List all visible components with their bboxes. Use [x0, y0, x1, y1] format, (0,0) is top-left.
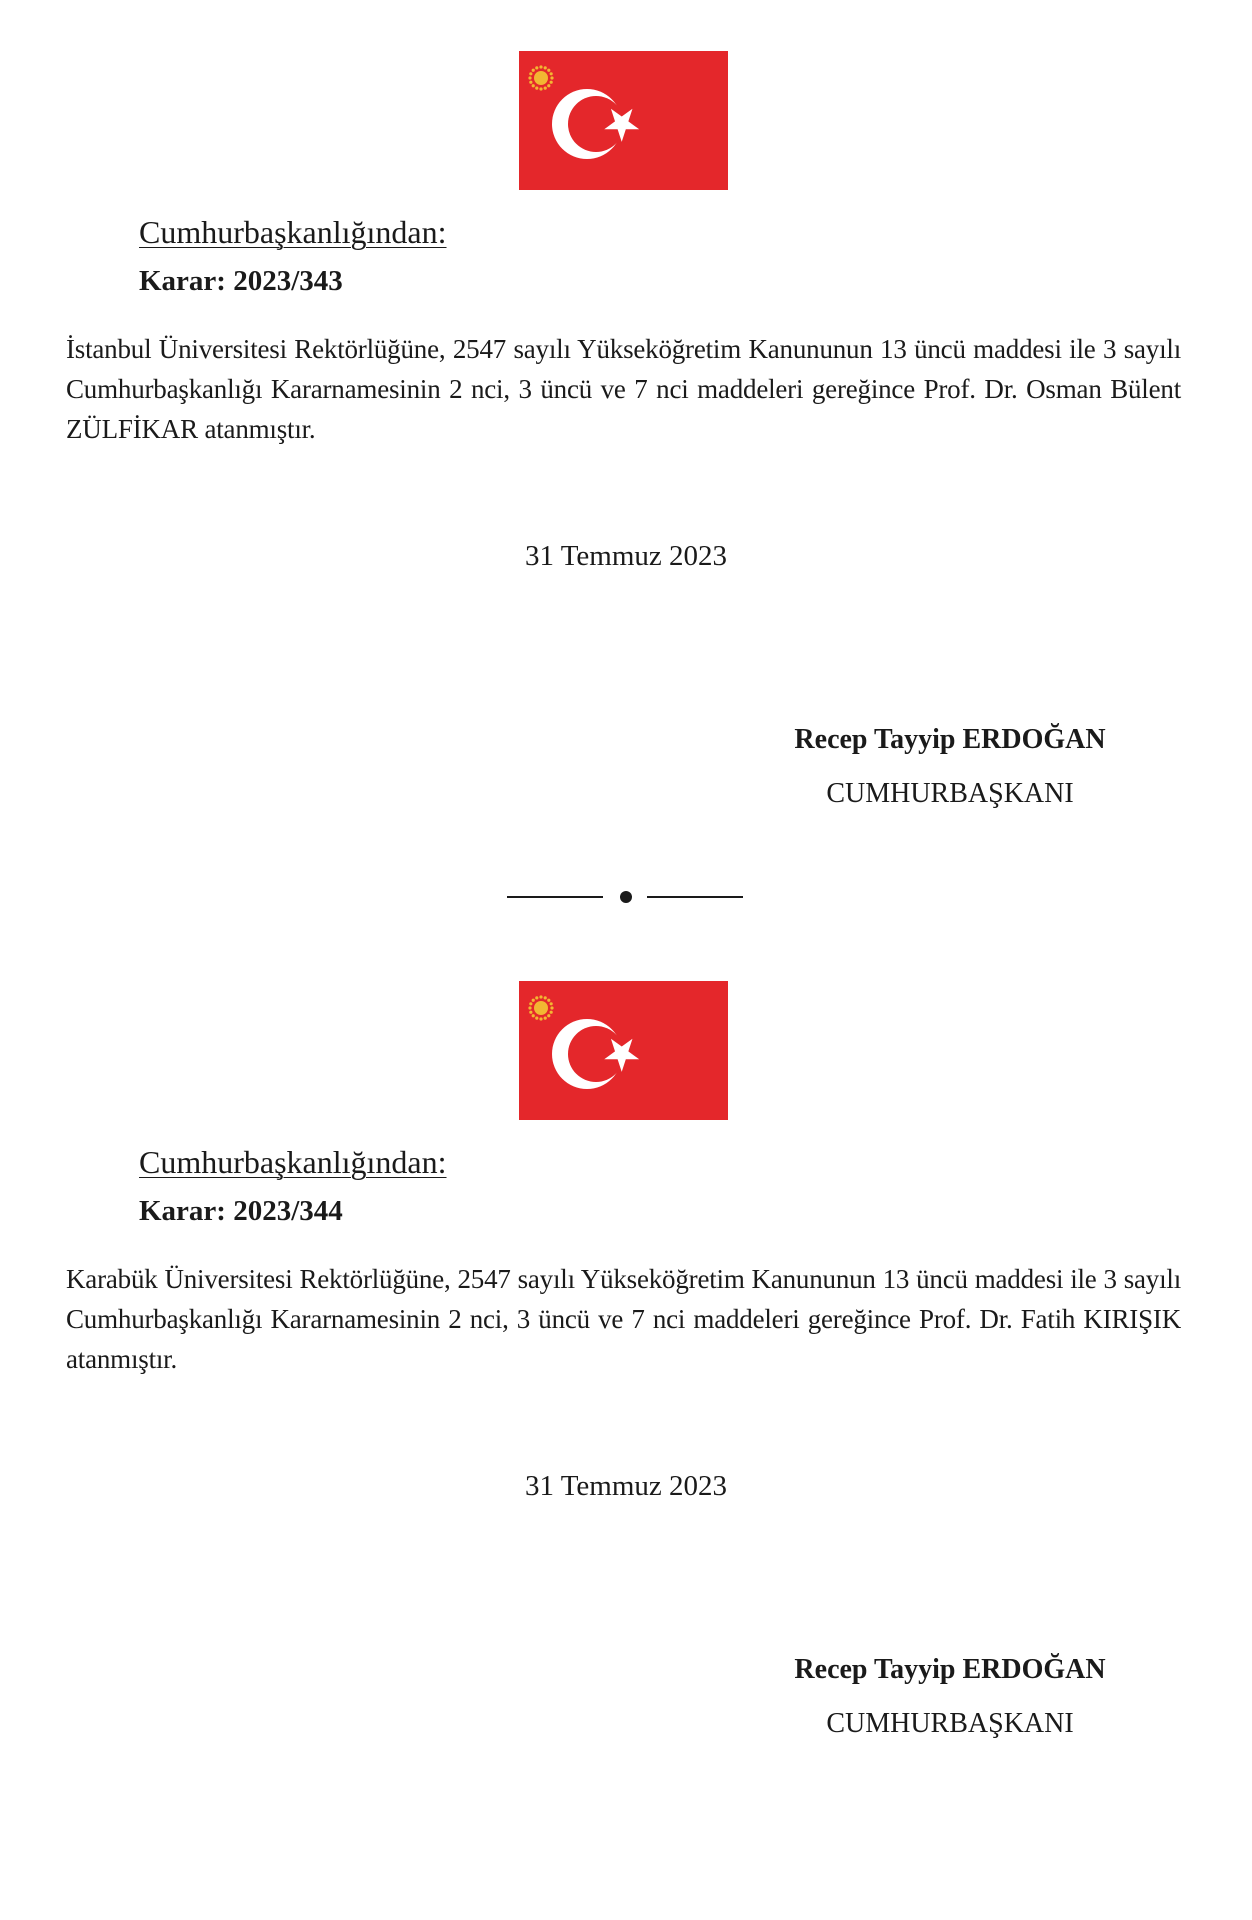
signatory-title: CUMHURBAŞKANI: [826, 1708, 1074, 1739]
decision-number-value: 2023/343: [233, 265, 343, 297]
seal-star: [550, 1002, 553, 1005]
seal-star: [547, 84, 550, 87]
seal-star: [532, 999, 535, 1002]
seal-star: [529, 72, 532, 75]
seal-star: [544, 1017, 547, 1020]
decision-number: [139, 265, 343, 298]
separator-dot: [620, 891, 632, 903]
issuer-heading: Cumhurbaşkanlığından:: [139, 1144, 447, 1180]
seal-star: [528, 76, 531, 79]
decree-2023-343: [0, 0, 1252, 930]
seal-star: [544, 87, 547, 90]
separator-line-left: [507, 896, 603, 898]
decision-label: Karar:: [139, 265, 226, 297]
decision-date: 31 Temmuz 2023: [524, 1470, 728, 1502]
seal-star: [532, 84, 535, 87]
seal-star: [535, 66, 538, 69]
seal-star: [539, 995, 542, 998]
seal-star: [550, 1006, 553, 1009]
section-separator: [505, 889, 747, 905]
seal-star: [535, 87, 538, 90]
decision-body: İstanbul Üniversitesi Rektörlüğüne, 2547 sayılı Yükseköğretim Kanununun 13 üncü maddesi ile 3 sayılı Cumhurbaşkanlığı Kararnamesinin 2 nci, 3 üncü ve 7 nci maddeleri gereğince Prof. Dr. Osman Bülent ZÜLFİKAR atanmıştır.: [66, 334, 1181, 444]
seal-star: [532, 69, 535, 72]
seal-star: [529, 81, 532, 84]
seal-star: [544, 66, 547, 69]
seal-star: [529, 1011, 532, 1014]
seal-star: [547, 1014, 550, 1017]
seal-star: [535, 996, 538, 999]
seal-star: [547, 999, 550, 1002]
decision-date: 31 Temmuz 2023: [524, 540, 728, 572]
decree-2023-344: [0, 930, 1252, 1860]
seal-star: [532, 1014, 535, 1017]
seal-star: [550, 1011, 553, 1014]
seal-star: [550, 81, 553, 84]
seal-star: [539, 87, 542, 90]
decision-label: Karar:: [139, 1195, 226, 1227]
decision-number: [139, 1195, 343, 1228]
seal-star: [547, 69, 550, 72]
signatory-name: Recep Tayyip ERDOĞAN: [794, 724, 1106, 755]
seal-star: [535, 1017, 538, 1020]
seal-star: [528, 1006, 531, 1009]
turkish-flag-icon: [519, 51, 728, 190]
decision-number-value: 2023/344: [233, 1195, 343, 1227]
decision-body: Karabük Üniversitesi Rektörlüğüne, 2547 sayılı Yükseköğretim Kanununun 13 üncü maddesi ile 3 sayılı Cumhurbaşkanlığı Kararnamesinin 2 nci, 3 üncü ve 7 nci maddeleri gereğince Prof. Dr. Fatih KIRIŞIK atanmıştır.: [66, 1264, 1181, 1374]
signatory-name: Recep Tayyip ERDOĞAN: [794, 1654, 1106, 1685]
seal-star: [539, 1017, 542, 1020]
seal-star: [550, 72, 553, 75]
seal-star: [539, 65, 542, 68]
issuer-heading: Cumhurbaşkanlığından:: [139, 214, 447, 250]
seal-star: [529, 1002, 532, 1005]
turkish-flag-icon: [519, 981, 728, 1120]
seal-star: [550, 76, 553, 79]
separator-line-right: [647, 896, 743, 898]
seal-star: [544, 996, 547, 999]
signatory-title: CUMHURBAŞKANI: [826, 778, 1074, 809]
